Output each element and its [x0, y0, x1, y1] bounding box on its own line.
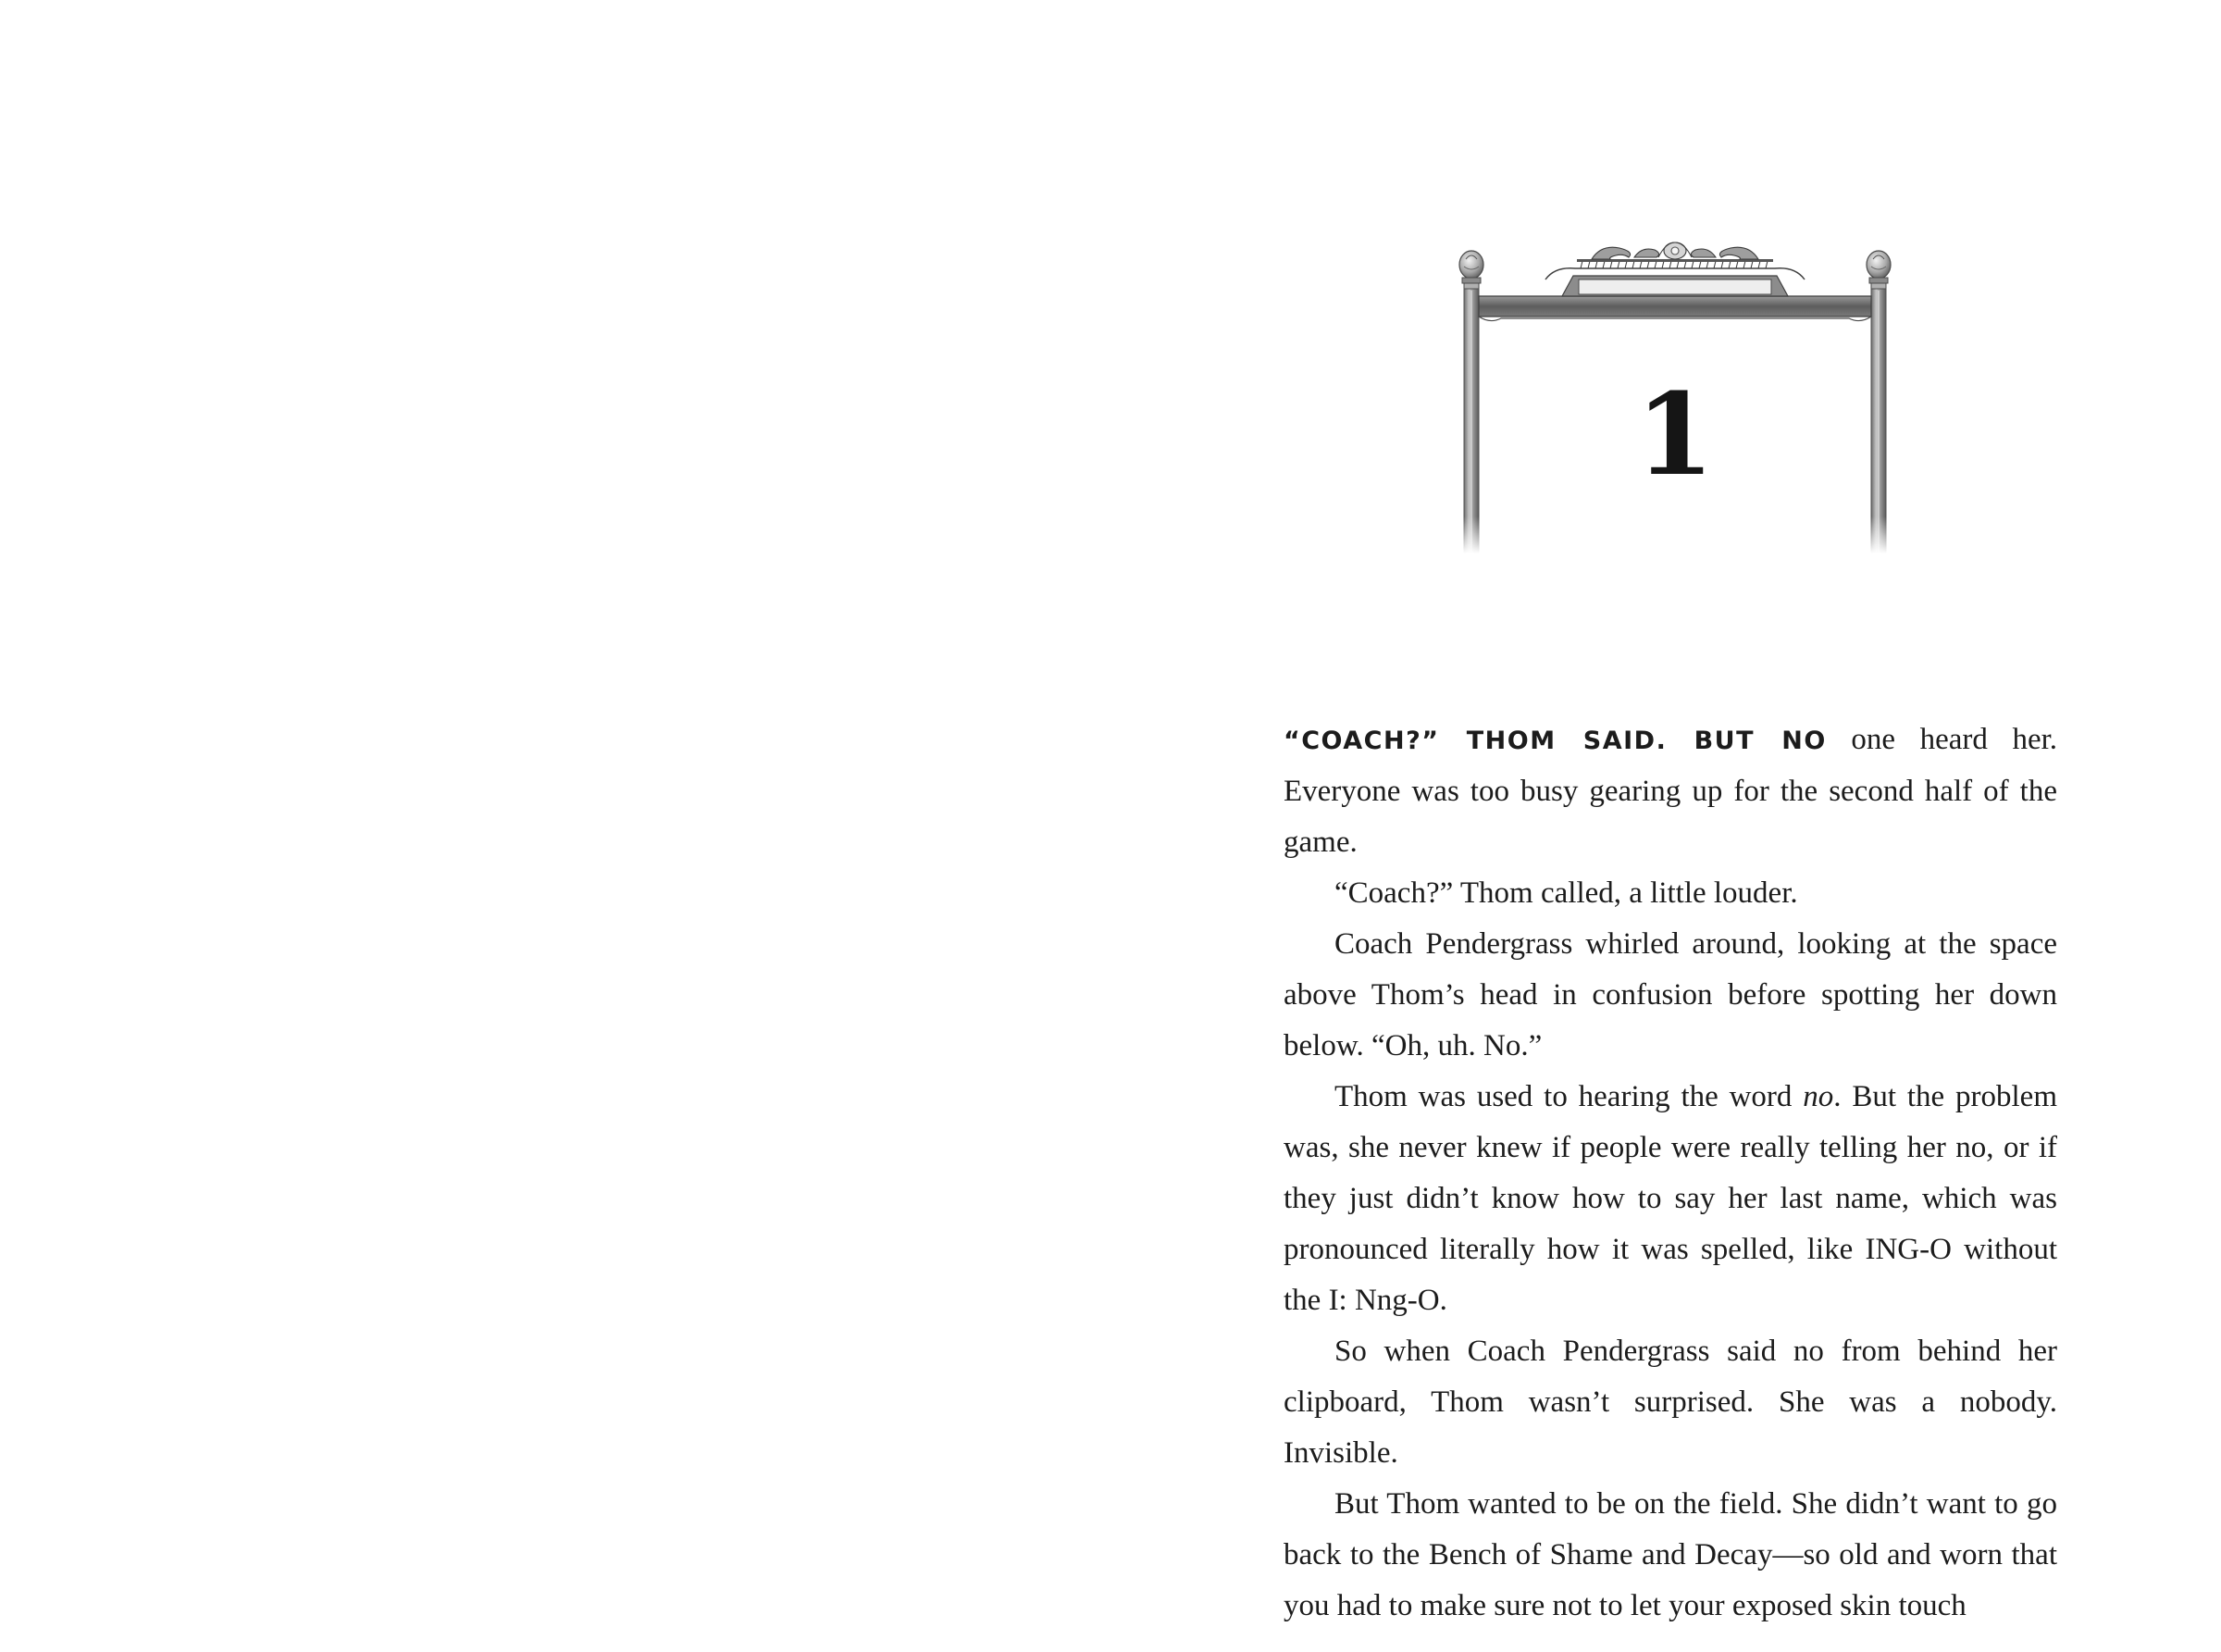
- italic-word-no: no: [1803, 1080, 1834, 1113]
- paragraph-1: [1284, 714, 2057, 868]
- chapter-heading: [1453, 239, 1897, 553]
- paragraph-4-start: Thom was used to hearing the word: [1334, 1080, 1804, 1113]
- left-finial: [1459, 251, 1483, 289]
- chapter-number: 1: [1635, 367, 1715, 501]
- paragraph-5: So when Coach Pendergrass said no from behind her clipboard, Thom wasn’t surprised. She was a nobody. Invisible.: [1284, 1335, 2057, 1470]
- paragraph-1-rest: one heard her. Everyone was too busy gearing up for the second half of the game.: [1284, 723, 2058, 859]
- paragraph-4: [1284, 1072, 2057, 1326]
- left-page-blank: [0, 0, 1110, 1652]
- lead-in-caps: “COACH?” THOM SAID. BUT NO: [1284, 727, 1827, 755]
- paragraph-4-end: . But the problem was, she never knew if people were really telling her no, or if they just didn’t know how to say her last name, which was pronounced literally how it was spelled, like ING-O without the I: Nng-O.: [1284, 1080, 2057, 1317]
- chapter-body-text: [1284, 714, 2057, 1632]
- right-finial: [1867, 251, 1891, 289]
- right-page: [1110, 0, 2221, 1652]
- paragraph-2: “Coach?” Thom called, a little louder.: [1334, 876, 1798, 910]
- paragraph-6: But Thom wanted to be on the field. She didn’t want to go back to the Bench of Shame and Decay—so old and worn that you had to make sure not to let your exposed skin touch: [1284, 1487, 2057, 1622]
- paragraph-3: Coach Pendergrass whirled around, looking at the space above Thom’s head in confusion before spotting her down below. “Oh, uh. No.”: [1284, 927, 2057, 1062]
